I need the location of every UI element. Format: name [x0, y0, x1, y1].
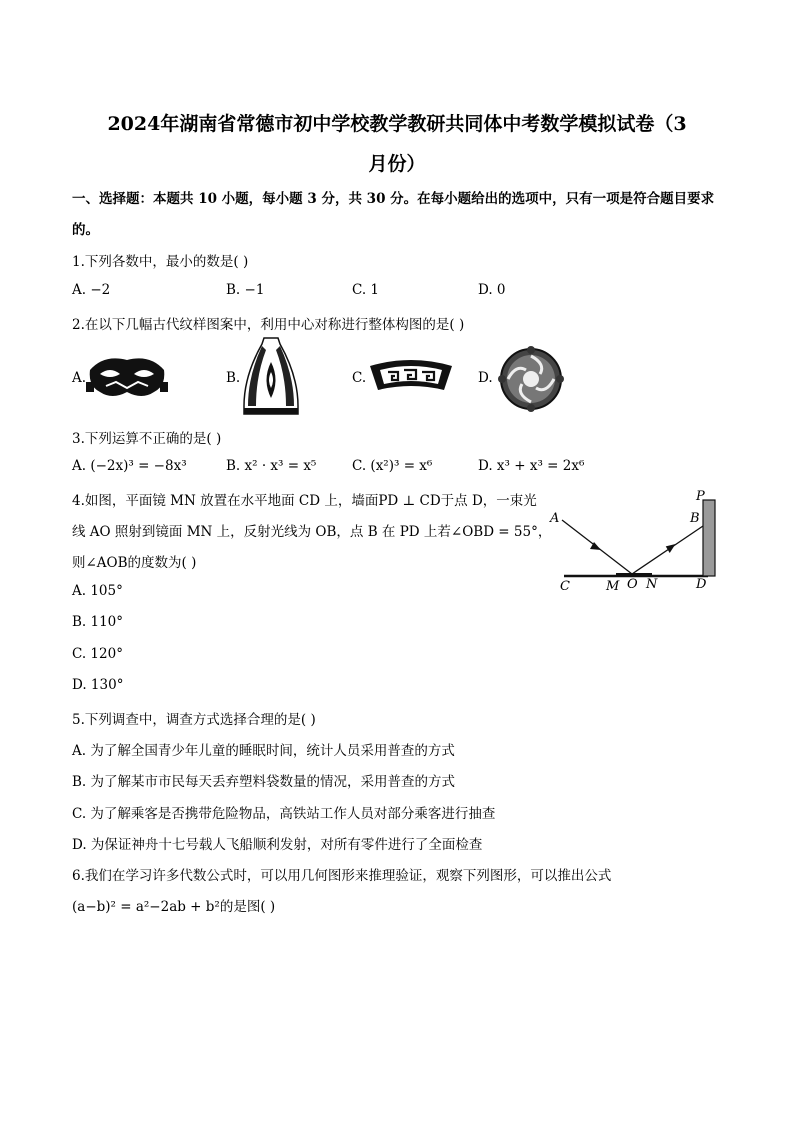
- label-c: C: [560, 579, 570, 594]
- page-title: [60, 104, 734, 184]
- q3-option-c: C. (x²)³ = x⁶: [352, 458, 433, 474]
- pattern-d-round-image: [496, 344, 566, 414]
- mirror-reflection-figure: [548, 488, 728, 596]
- q1-option-b: B. −1: [226, 282, 265, 298]
- q2-stem: 2.在以下几幅古代纹样图案中，利用中心对称进行整体构图的是( ): [72, 317, 465, 333]
- label-o: O: [627, 577, 638, 592]
- q3-option-a: A. (−2x)³ = −8x³: [72, 458, 187, 474]
- q3-option-d: D. x³ + x³ = 2x⁶: [478, 458, 585, 474]
- section-heading-line-1: 一、选择题：本题共 10 小题，每小题 3 分，共 30 分。在每小题给出的选项中，只有一项是符合题目要求: [72, 191, 715, 207]
- q4-stem-line-2: 线 AO 照射到镜面 MN 上，反射光线为 OB，点 B 在 PD 上若∠OBD = 55°，: [72, 524, 552, 540]
- q5-option-b: B. 为了解某市市民每天丢弃塑料袋数量的情况，采用普查的方式: [72, 774, 456, 790]
- pattern-b-vase-image: [240, 336, 302, 416]
- q2-option-d: D.: [478, 370, 493, 386]
- label-b: B: [690, 511, 700, 526]
- q3-stem: 3.下列运算不正确的是( ): [72, 431, 222, 447]
- q1-stem: 1.下列各数中，最小的数是( ): [72, 254, 249, 270]
- q1-option-a: A. −2: [72, 282, 111, 298]
- label-p: P: [696, 489, 705, 504]
- q4-option-c: C. 120°: [72, 646, 123, 662]
- wall-pd: [703, 500, 715, 576]
- label-n: N: [646, 577, 658, 592]
- q5-option-d: D. 为保证神舟十七号载人飞船顺利发射，对所有零件进行了全面检查: [72, 837, 483, 853]
- q4-stem-line-3: 则∠AOB的度数为( ): [72, 555, 197, 571]
- q1-option-d: D. 0: [478, 282, 506, 298]
- label-m: M: [606, 579, 620, 594]
- label-d: D: [696, 577, 707, 592]
- q2-option-a: A.: [72, 370, 87, 386]
- q5-option-c: C. 为了解乘客是否携带危险物品，高铁站工作人员对部分乘客进行抽查: [72, 806, 496, 822]
- q4-option-b: B. 110°: [72, 614, 124, 630]
- q4-option-d: D. 130°: [72, 677, 124, 693]
- q2-option-b: B.: [226, 370, 241, 386]
- q5-stem: 5.下列调查中，调查方式选择合理的是( ): [72, 712, 316, 728]
- q6-stem-line-1: 6.我们在学习许多代数公式时，可以用几何图形来推理验证，观察下列图形，可以推出公式: [72, 868, 612, 884]
- title-line-2: 月份）: [368, 153, 426, 175]
- q4-stem-line-1: 4.如图，平面镜 MN 放置在水平地面 CD 上，墙面PD ⊥ CD于点 D，一束光: [72, 493, 537, 509]
- reflected-ray-ob: [632, 526, 703, 574]
- q3-option-b: B. x² · x³ = x⁵: [226, 458, 317, 474]
- section-heading-line-2: 的。: [72, 222, 99, 238]
- q1-option-c: C. 1: [352, 282, 380, 298]
- pattern-c-arc-image: [368, 356, 454, 396]
- q6-stem-line-2: (a−b)² = a²−2ab + b²的是图( ): [72, 899, 276, 915]
- q5-option-a: A. 为了解全国青少年儿童的睡眠时间，统计人员采用普查的方式: [72, 743, 455, 759]
- title-line-1: 2024年湖南省常德市初中学校教学教研共同体中考数学模拟试卷（3: [107, 113, 687, 135]
- label-a: A: [550, 511, 560, 526]
- q2-option-c: C.: [352, 370, 367, 386]
- pattern-a-mask-image: [86, 352, 168, 404]
- q4-option-a: A. 105°: [72, 583, 123, 599]
